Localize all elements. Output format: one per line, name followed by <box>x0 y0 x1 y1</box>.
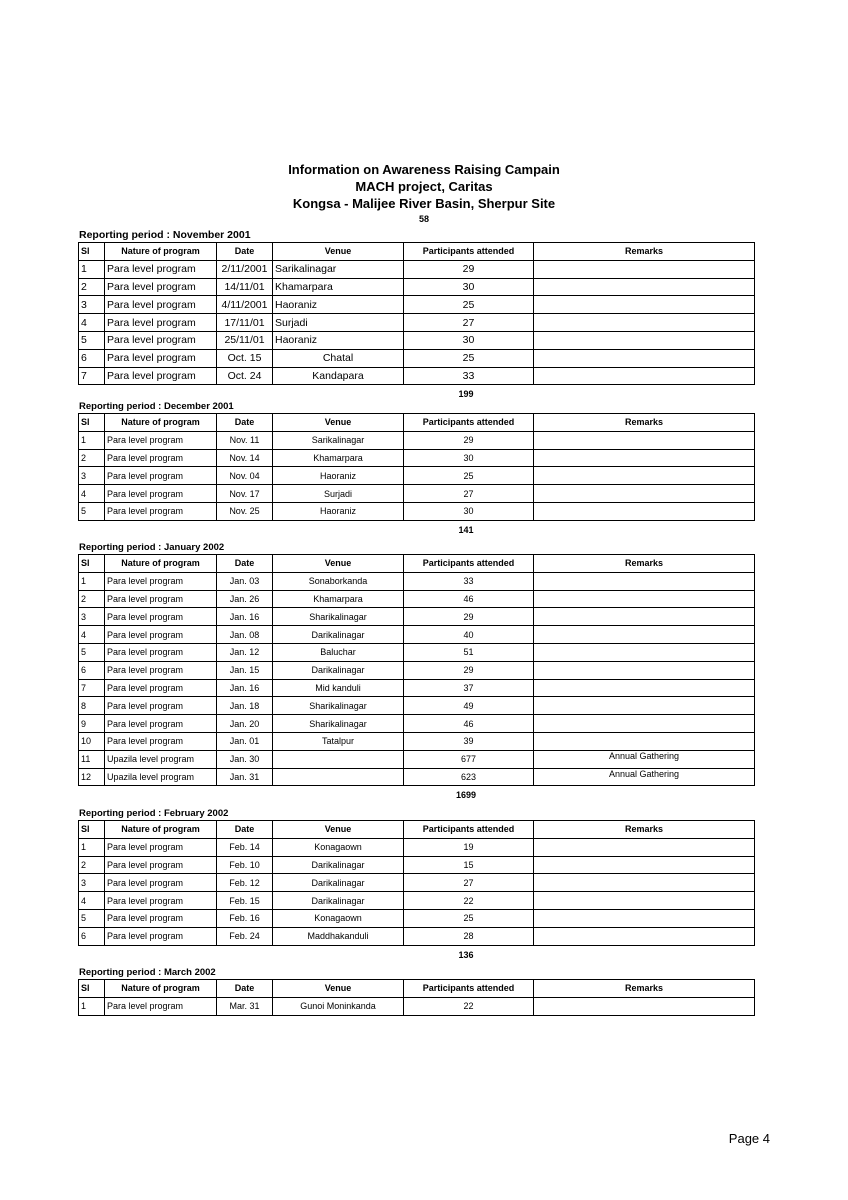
cell-date: 2/11/2001 <box>217 260 273 278</box>
cell-venue <box>273 750 404 768</box>
header-number: 58 <box>418 214 429 224</box>
cell-venue: Konagaown <box>273 838 404 856</box>
cell-date: Jan. 26 <box>217 590 273 608</box>
cell-nature: Para level program <box>105 449 217 467</box>
column-header-date: Date <box>217 555 273 573</box>
cell-remarks <box>534 349 755 367</box>
cell-nature: Para level program <box>105 856 217 874</box>
column-header-remarks: Remarks <box>534 414 755 432</box>
table-row <box>79 768 755 786</box>
cell-sl: 8 <box>79 697 105 715</box>
cell-remarks <box>534 431 755 449</box>
cell-date: Feb. 24 <box>217 927 273 945</box>
cell-participants: 33 <box>404 367 534 385</box>
table-row <box>79 260 755 278</box>
cell-date: 14/11/01 <box>217 278 273 296</box>
table-row <box>79 892 755 910</box>
cell-participants: 39 <box>404 732 534 750</box>
table-row <box>79 314 755 332</box>
table-row <box>79 590 755 608</box>
table-header-row <box>79 414 755 432</box>
cell-sl: 2 <box>79 449 105 467</box>
cell-venue <box>273 768 404 786</box>
table-row <box>79 679 755 697</box>
cell-venue: Haoraniz <box>273 331 404 349</box>
program-table <box>78 554 755 786</box>
cell-remarks <box>534 485 755 503</box>
table-row <box>79 997 755 1015</box>
table-row <box>79 349 755 367</box>
section-total: 1699 <box>455 790 477 801</box>
cell-venue: Darikalinagar <box>273 874 404 892</box>
cell-participants: 25 <box>404 296 534 314</box>
cell-date: Jan. 18 <box>217 697 273 715</box>
cell-venue: Haoraniz <box>273 467 404 485</box>
cell-venue: Mid kanduli <box>273 679 404 697</box>
cell-remarks <box>534 661 755 679</box>
cell-date: 17/11/01 <box>217 314 273 332</box>
cell-sl: 2 <box>79 590 105 608</box>
cell-remarks <box>534 331 755 349</box>
cell-participants: 677 <box>404 750 534 768</box>
cell-sl: 1 <box>79 572 105 590</box>
cell-venue: Khamarpara <box>273 590 404 608</box>
cell-remarks: Annual Gathering <box>534 768 755 786</box>
cell-remarks <box>534 449 755 467</box>
cell-date: Jan. 08 <box>217 626 273 644</box>
section-total: 141 <box>458 524 474 535</box>
cell-participants: 46 <box>404 590 534 608</box>
cell-participants: 29 <box>404 608 534 626</box>
cell-sl: 1 <box>79 838 105 856</box>
cell-date: Feb. 10 <box>217 856 273 874</box>
cell-date: Jan. 03 <box>217 572 273 590</box>
table-header-row <box>79 243 755 261</box>
cell-date: Nov. 04 <box>217 467 273 485</box>
cell-remarks <box>534 467 755 485</box>
cell-nature: Para level program <box>105 643 217 661</box>
column-header-date: Date <box>217 243 273 261</box>
cell-sl: 1 <box>79 260 105 278</box>
cell-date: Nov. 25 <box>217 502 273 520</box>
cell-participants: 46 <box>404 715 534 733</box>
cell-date: Jan. 31 <box>217 768 273 786</box>
table-row <box>79 927 755 945</box>
reporting-period-heading: Reporting period : December 2001 <box>79 401 234 412</box>
cell-participants: 29 <box>404 260 534 278</box>
cell-venue: Surjadi <box>273 485 404 503</box>
table-row <box>79 367 755 385</box>
cell-sl: 10 <box>79 732 105 750</box>
cell-sl: 3 <box>79 467 105 485</box>
cell-sl: 7 <box>79 367 105 385</box>
table-row <box>79 431 755 449</box>
cell-date: Jan. 16 <box>217 679 273 697</box>
cell-venue: Khamarpara <box>273 278 404 296</box>
cell-venue: Darikalinagar <box>273 856 404 874</box>
table-row <box>79 296 755 314</box>
table-row <box>79 502 755 520</box>
table-row <box>79 697 755 715</box>
table-row <box>79 874 755 892</box>
column-header-nature: Nature of program <box>105 414 217 432</box>
column-header-nature: Nature of program <box>105 243 217 261</box>
cell-venue: Sharikalinagar <box>273 608 404 626</box>
table-header-row <box>79 821 755 839</box>
cell-nature: Para level program <box>105 732 217 750</box>
cell-participants: 22 <box>404 997 534 1015</box>
cell-nature: Para level program <box>105 909 217 927</box>
cell-participants: 22 <box>404 892 534 910</box>
cell-remarks <box>534 626 755 644</box>
column-header-venue: Venue <box>273 414 404 432</box>
cell-participants: 27 <box>404 874 534 892</box>
table-row <box>79 485 755 503</box>
column-header-sl: Sl <box>79 980 105 998</box>
cell-sl: 11 <box>79 750 105 768</box>
cell-participants: 25 <box>404 467 534 485</box>
cell-nature: Para level program <box>105 296 217 314</box>
cell-date: Feb. 14 <box>217 838 273 856</box>
table-row <box>79 467 755 485</box>
cell-sl: 6 <box>79 661 105 679</box>
cell-remarks <box>534 314 755 332</box>
cell-participants: 15 <box>404 856 534 874</box>
cell-sl: 4 <box>79 892 105 910</box>
cell-sl: 2 <box>79 278 105 296</box>
cell-sl: 9 <box>79 715 105 733</box>
column-header-date: Date <box>217 821 273 839</box>
cell-venue: Sonaborkanda <box>273 572 404 590</box>
table-row <box>79 278 755 296</box>
cell-venue: Khamarpara <box>273 449 404 467</box>
cell-participants: 51 <box>404 643 534 661</box>
cell-sl: 1 <box>79 431 105 449</box>
column-header-participants: Participants attended <box>404 821 534 839</box>
cell-nature: Upazila level program <box>105 750 217 768</box>
reporting-period-heading: Reporting period : March 2002 <box>79 967 216 978</box>
cell-sl: 3 <box>79 874 105 892</box>
cell-participants: 623 <box>404 768 534 786</box>
cell-sl: 4 <box>79 485 105 503</box>
cell-remarks <box>534 732 755 750</box>
cell-date: Nov. 14 <box>217 449 273 467</box>
cell-sl: 6 <box>79 927 105 945</box>
cell-venue: Darikalinagar <box>273 661 404 679</box>
table-row <box>79 909 755 927</box>
program-table <box>78 413 755 521</box>
cell-nature: Para level program <box>105 997 217 1015</box>
cell-date: Mar. 31 <box>217 997 273 1015</box>
cell-participants: 30 <box>404 502 534 520</box>
cell-nature: Para level program <box>105 502 217 520</box>
cell-venue: Sharikalinagar <box>273 697 404 715</box>
cell-venue: Chatal <box>273 349 404 367</box>
column-header-date: Date <box>217 980 273 998</box>
cell-date: Jan. 16 <box>217 608 273 626</box>
cell-participants: 30 <box>404 449 534 467</box>
cell-nature: Para level program <box>105 278 217 296</box>
cell-participants: 27 <box>404 314 534 332</box>
cell-date: 4/11/2001 <box>217 296 273 314</box>
reporting-period-heading: Reporting period : January 2002 <box>79 542 225 553</box>
cell-venue: Sharikalinagar <box>273 715 404 733</box>
cell-remarks <box>534 892 755 910</box>
cell-date: Feb. 12 <box>217 874 273 892</box>
table-row <box>79 572 755 590</box>
program-table <box>78 242 755 385</box>
cell-participants: 29 <box>404 661 534 679</box>
cell-participants: 49 <box>404 697 534 715</box>
table-row <box>79 449 755 467</box>
program-table <box>78 979 755 1016</box>
table-row <box>79 856 755 874</box>
table-row <box>79 626 755 644</box>
report-section <box>78 400 754 539</box>
cell-nature: Para level program <box>105 349 217 367</box>
report-section <box>78 229 754 403</box>
page-number: Page 4 <box>728 1131 770 1146</box>
cell-nature: Para level program <box>105 661 217 679</box>
cell-date: Jan. 12 <box>217 643 273 661</box>
report-section <box>78 807 754 964</box>
table-row <box>79 732 755 750</box>
column-header-venue: Venue <box>273 243 404 261</box>
table-row <box>79 715 755 733</box>
cell-venue: Haoraniz <box>273 296 404 314</box>
document-title-block <box>0 161 848 226</box>
cell-remarks: Annual Gathering <box>534 750 755 768</box>
cell-date: Nov. 17 <box>217 485 273 503</box>
cell-date: Jan. 30 <box>217 750 273 768</box>
cell-nature: Para level program <box>105 314 217 332</box>
program-table <box>78 820 755 946</box>
cell-nature: Para level program <box>105 367 217 385</box>
cell-venue: Surjadi <box>273 314 404 332</box>
cell-participants: 19 <box>404 838 534 856</box>
cell-sl: 5 <box>79 643 105 661</box>
cell-nature: Para level program <box>105 467 217 485</box>
section-total: 199 <box>458 389 474 400</box>
cell-sl: 3 <box>79 296 105 314</box>
cell-sl: 5 <box>79 331 105 349</box>
cell-venue: Konagaown <box>273 909 404 927</box>
column-header-sl: Sl <box>79 821 105 839</box>
column-header-venue: Venue <box>273 555 404 573</box>
cell-remarks <box>534 296 755 314</box>
cell-nature: Para level program <box>105 485 217 503</box>
cell-sl: 5 <box>79 502 105 520</box>
cell-date: Oct. 24 <box>217 367 273 385</box>
cell-nature: Para level program <box>105 590 217 608</box>
cell-remarks <box>534 997 755 1015</box>
column-header-sl: Sl <box>79 243 105 261</box>
cell-sl: 5 <box>79 909 105 927</box>
cell-date: 25/11/01 <box>217 331 273 349</box>
column-header-date: Date <box>217 414 273 432</box>
cell-sl: 4 <box>79 314 105 332</box>
title-line-1: Information on Awareness Raising Campain <box>288 162 560 177</box>
cell-remarks <box>534 502 755 520</box>
cell-nature: Para level program <box>105 260 217 278</box>
cell-remarks <box>534 856 755 874</box>
cell-sl: 12 <box>79 768 105 786</box>
cell-venue: Maddhakanduli <box>273 927 404 945</box>
cell-date: Jan. 15 <box>217 661 273 679</box>
cell-remarks <box>534 608 755 626</box>
cell-nature: Para level program <box>105 572 217 590</box>
cell-remarks <box>534 367 755 385</box>
column-header-participants: Participants attended <box>404 414 534 432</box>
cell-venue: Baluchar <box>273 643 404 661</box>
cell-nature: Para level program <box>105 679 217 697</box>
column-header-participants: Participants attended <box>404 980 534 998</box>
table-row <box>79 608 755 626</box>
cell-remarks <box>534 927 755 945</box>
cell-venue: Tatalpur <box>273 732 404 750</box>
cell-participants: 30 <box>404 278 534 296</box>
table-header-row <box>79 980 755 998</box>
report-section <box>78 966 754 1016</box>
cell-sl: 4 <box>79 626 105 644</box>
cell-participants: 25 <box>404 349 534 367</box>
reporting-period-heading: Reporting period : November 2001 <box>79 229 251 241</box>
cell-venue: Sarikalinagar <box>273 431 404 449</box>
column-header-remarks: Remarks <box>534 980 755 998</box>
cell-nature: Upazila level program <box>105 768 217 786</box>
column-header-venue: Venue <box>273 821 404 839</box>
report-section <box>78 541 754 804</box>
reporting-period-heading: Reporting period : February 2002 <box>79 808 229 819</box>
cell-remarks <box>534 697 755 715</box>
table-row <box>79 838 755 856</box>
cell-remarks <box>534 838 755 856</box>
cell-participants: 37 <box>404 679 534 697</box>
cell-nature: Para level program <box>105 927 217 945</box>
cell-nature: Para level program <box>105 838 217 856</box>
column-header-sl: Sl <box>79 414 105 432</box>
cell-date: Jan. 20 <box>217 715 273 733</box>
column-header-nature: Nature of program <box>105 555 217 573</box>
column-header-sl: Sl <box>79 555 105 573</box>
cell-nature: Para level program <box>105 715 217 733</box>
cell-venue: Darikalinagar <box>273 892 404 910</box>
section-total: 136 <box>458 949 474 960</box>
cell-participants: 30 <box>404 331 534 349</box>
cell-sl: 1 <box>79 997 105 1015</box>
column-header-venue: Venue <box>273 980 404 998</box>
table-header-row <box>79 555 755 573</box>
cell-remarks <box>534 590 755 608</box>
column-header-remarks: Remarks <box>534 243 755 261</box>
cell-remarks <box>534 874 755 892</box>
cell-sl: 7 <box>79 679 105 697</box>
column-header-participants: Participants attended <box>404 243 534 261</box>
cell-remarks <box>534 260 755 278</box>
column-header-nature: Nature of program <box>105 980 217 998</box>
cell-sl: 2 <box>79 856 105 874</box>
cell-remarks <box>534 572 755 590</box>
column-header-nature: Nature of program <box>105 821 217 839</box>
cell-nature: Para level program <box>105 331 217 349</box>
cell-participants: 40 <box>404 626 534 644</box>
cell-participants: 27 <box>404 485 534 503</box>
column-header-remarks: Remarks <box>534 821 755 839</box>
cell-remarks <box>534 643 755 661</box>
title-line-2: MACH project, Caritas <box>355 179 493 194</box>
cell-nature: Para level program <box>105 431 217 449</box>
cell-date: Oct. 15 <box>217 349 273 367</box>
cell-sl: 3 <box>79 608 105 626</box>
cell-date: Jan. 01 <box>217 732 273 750</box>
cell-date: Nov. 11 <box>217 431 273 449</box>
column-header-remarks: Remarks <box>534 555 755 573</box>
table-row <box>79 643 755 661</box>
cell-venue: Haoraniz <box>273 502 404 520</box>
cell-participants: 33 <box>404 572 534 590</box>
table-row <box>79 331 755 349</box>
cell-venue: Kandapara <box>273 367 404 385</box>
cell-venue: Sarikalinagar <box>273 260 404 278</box>
cell-date: Feb. 16 <box>217 909 273 927</box>
cell-remarks <box>534 909 755 927</box>
table-row <box>79 750 755 768</box>
title-line-3: Kongsa - Malijee River Basin, Sherpur Site <box>292 196 556 211</box>
cell-nature: Para level program <box>105 874 217 892</box>
cell-participants: 25 <box>404 909 534 927</box>
cell-remarks <box>534 679 755 697</box>
cell-date: Feb. 15 <box>217 892 273 910</box>
table-row <box>79 661 755 679</box>
cell-nature: Para level program <box>105 608 217 626</box>
cell-participants: 28 <box>404 927 534 945</box>
cell-remarks <box>534 715 755 733</box>
cell-participants: 29 <box>404 431 534 449</box>
cell-remarks <box>534 278 755 296</box>
cell-sl: 6 <box>79 349 105 367</box>
cell-nature: Para level program <box>105 892 217 910</box>
cell-venue: Gunoi Moninkanda <box>273 997 404 1015</box>
column-header-participants: Participants attended <box>404 555 534 573</box>
cell-venue: Darikalinagar <box>273 626 404 644</box>
cell-nature: Para level program <box>105 697 217 715</box>
cell-nature: Para level program <box>105 626 217 644</box>
